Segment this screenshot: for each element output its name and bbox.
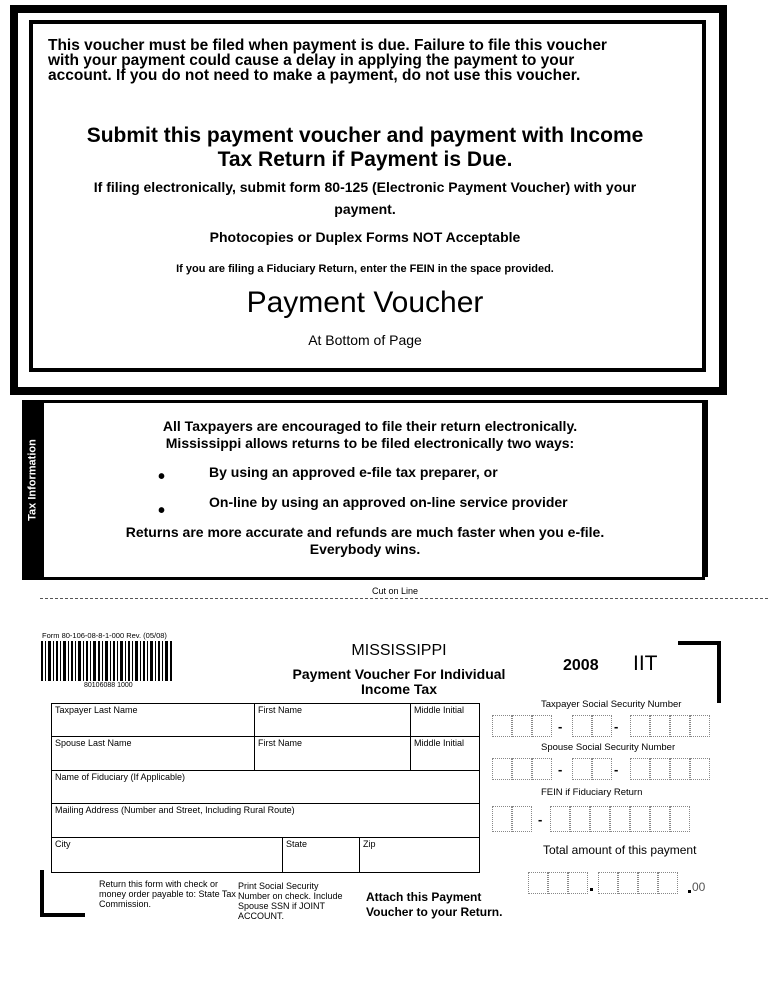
ssn-dash: - xyxy=(558,762,563,777)
field-label: Name of Fiduciary (If Applicable) xyxy=(55,772,186,782)
submit-line: Submit this payment voucher and payment with Income xyxy=(86,124,644,147)
barcode-icon xyxy=(41,641,173,685)
bullet-icon: • xyxy=(158,500,166,522)
state-field[interactable] xyxy=(282,837,360,873)
cents-value: 00 xyxy=(692,880,706,894)
efile-instruction xyxy=(40,176,690,220)
tax-info-shadow xyxy=(704,400,708,577)
field-label: Spouse Last Name xyxy=(55,738,132,748)
field-label: State xyxy=(286,839,308,849)
comma-mark xyxy=(590,888,593,891)
return-instructions: Return this form with check or money order payable to: State Tax Commission. xyxy=(99,879,236,909)
total-payment-label: Total amount of this payment xyxy=(543,843,697,857)
total-payment-input[interactable] xyxy=(528,872,690,894)
tax-year: 2008 xyxy=(563,657,599,674)
field-label: Middle Initial xyxy=(414,738,465,748)
cut-line-label: Cut on Line xyxy=(371,586,419,596)
form-number: Form 80-106-08-8-1-000 Rev. (05/08) xyxy=(42,631,167,640)
field-label: City xyxy=(55,839,71,849)
mailing-address-field[interactable] xyxy=(51,803,480,838)
field-label: Zip xyxy=(363,839,376,849)
spouse-ssn-input[interactable] xyxy=(492,758,714,782)
fein-dash: - xyxy=(538,812,543,827)
fein-input[interactable] xyxy=(492,806,697,832)
state-name: MISSISSIPPI xyxy=(351,642,447,659)
spouse-first-name-field[interactable] xyxy=(254,736,411,771)
efile-way-1: By using an approved e-file tax preparer, or xyxy=(209,464,498,480)
warning-line: account. If you do not need to make a payment, do not use this voucher. xyxy=(48,67,581,84)
warning-line: with your payment could cause a delay in applying the payment to your xyxy=(48,52,575,69)
field-label: Taxpayer Last Name xyxy=(55,705,138,715)
fein-label: FEIN if Fiduciary Return xyxy=(541,787,643,798)
first-name-field[interactable] xyxy=(254,703,411,737)
spouse-ssn-label: Spouse Social Security Number xyxy=(541,742,676,753)
taxpayer-last-name-field[interactable] xyxy=(51,703,255,737)
at-bottom-note: At Bottom of Page xyxy=(308,332,422,348)
submit-line: Tax Return if Payment is Due. xyxy=(217,148,513,171)
middle-initial-field[interactable] xyxy=(410,703,480,737)
submit-instruction xyxy=(40,124,690,172)
attach-line: Attach this Payment xyxy=(366,890,482,904)
payment-due-warning xyxy=(48,38,698,83)
taxpayer-ssn-label: Taxpayer Social Security Number xyxy=(541,699,682,710)
spouse-last-name-field[interactable] xyxy=(51,736,255,771)
field-label: Middle Initial xyxy=(414,705,465,715)
warning-line: This voucher must be filed when payment is due. Failure to file this voucher xyxy=(48,37,607,54)
voucher-title-line: Income Tax xyxy=(361,681,437,697)
field-label: Mailing Address (Number and Street, Including Rural Route) xyxy=(55,805,295,815)
ssn-dash: - xyxy=(558,719,563,734)
tax-info-label: Tax Information xyxy=(26,439,39,521)
fiduciary-notice: If you are filing a Fiduciary Return, enter the FEIN in the space provided. xyxy=(176,263,554,275)
fiduciary-name-field[interactable] xyxy=(51,770,480,804)
efile-encouragement xyxy=(110,418,630,452)
field-label: First Name xyxy=(258,738,303,748)
registration-mark xyxy=(40,913,85,917)
payment-voucher-heading: Payment Voucher xyxy=(246,286,484,319)
efile-line: If filing electronically, submit form 80-125 (Electronic Payment Voucher) with your xyxy=(93,179,637,195)
registration-mark xyxy=(40,870,44,917)
registration-mark xyxy=(678,641,721,645)
voucher-title xyxy=(284,667,514,697)
benefit-line: Everybody wins. xyxy=(309,541,421,557)
taxpayer-ssn-input[interactable] xyxy=(492,715,714,739)
ssn-on-check-note: Print Social Security Number on check. Include Spouse SSN if JOINT ACCOUNT. xyxy=(238,881,343,921)
encourage-line: Mississippi allows returns to be filed electronically two ways: xyxy=(165,435,575,451)
zip-field[interactable] xyxy=(359,837,480,873)
ssn-dash: - xyxy=(614,762,619,777)
encourage-line: All Taxpayers are encouraged to file their return electronically. xyxy=(162,418,578,434)
spouse-middle-initial-field[interactable] xyxy=(410,736,480,771)
benefit-line: Returns are more accurate and refunds are much faster when you e-file. xyxy=(125,524,605,540)
efile-way-2: On-line by using an approved on-line service provider xyxy=(209,494,568,510)
form-code: IIT xyxy=(633,652,658,675)
efile-benefit xyxy=(40,524,690,558)
field-label: First Name xyxy=(258,705,303,715)
registration-mark xyxy=(717,641,721,703)
bullet-icon: • xyxy=(158,466,166,488)
decimal-point xyxy=(688,890,691,893)
cut-line xyxy=(40,598,768,599)
barcode-number: 80106088 1000 xyxy=(84,682,133,689)
photocopies-notice: Photocopies or Duplex Forms NOT Acceptable xyxy=(209,229,521,245)
attach-line: Voucher to your Return. xyxy=(366,905,503,919)
city-field[interactable] xyxy=(51,837,283,873)
voucher-title-line: Payment Voucher For Individual xyxy=(292,666,506,682)
efile-line: payment. xyxy=(334,201,396,217)
ssn-dash: - xyxy=(614,719,619,734)
attach-note xyxy=(366,890,526,920)
